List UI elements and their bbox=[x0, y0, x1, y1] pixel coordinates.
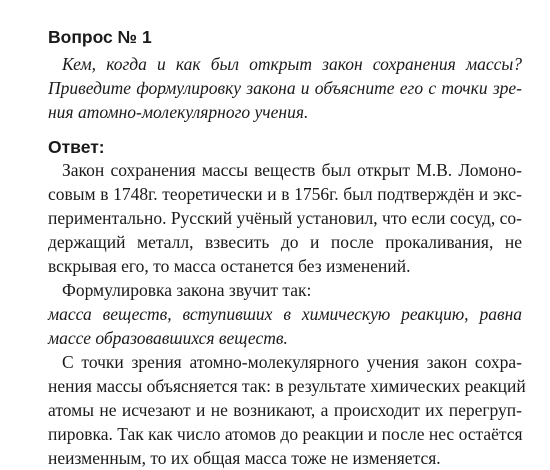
paragraph-line: пировка. Так как число атомов до реакции и после нес остаётся bbox=[48, 424, 523, 444]
question-line: Кем, когда и как был открыт закон сохранения массы? bbox=[62, 54, 522, 74]
paragraph-line: держащий металл, взвесить до и после прокаливания, не bbox=[48, 232, 522, 252]
answer-law-formulation bbox=[48, 302, 522, 350]
paragraph-line: вскрывая его, то масса останется без изменений. bbox=[48, 256, 411, 276]
document-page bbox=[48, 26, 526, 470]
paragraph-line: Закон сохранения массы веществ был открыт М.В. Ломоно- bbox=[62, 160, 522, 180]
paragraph-line: Формулировка закона звучит так: bbox=[62, 280, 312, 300]
paragraph-line: С точки зрения атомно-молекулярного учения закон сохра- bbox=[62, 352, 522, 372]
paragraph-line: атомы не исчезают и не возникают, а происходит их перегруп- bbox=[48, 400, 522, 420]
answer-paragraph-explanation bbox=[48, 350, 526, 470]
question-line: Приведите формулировку закона и объясните его с точки зре- bbox=[48, 78, 522, 98]
paragraph-line: массе образовавшихся веществ. bbox=[48, 328, 288, 348]
answer-paragraph-formulation-intro bbox=[48, 278, 522, 302]
question-text bbox=[48, 52, 522, 124]
answer-paragraph-discovery bbox=[48, 158, 522, 278]
paragraph-line: совым в 1748г. теоретически и в 1756г. был подтверждён и экс- bbox=[48, 184, 522, 204]
paragraph-line: нения массы объясняется так: в результате химических реакций bbox=[48, 376, 526, 396]
paragraph-line: периментально. Русский учёный установил, что если сосуд, со- bbox=[48, 208, 522, 228]
paragraph-line: неизменным, то их общая масса тоже не изменяется. bbox=[48, 448, 441, 468]
answer-heading: Ответ: bbox=[48, 137, 105, 157]
question-heading: Вопрос № 1 bbox=[48, 27, 152, 47]
paragraph-line: масса веществ, вступивших в химическую реакцию, равна bbox=[48, 304, 522, 324]
question-line: ния атомно-молекулярного учения. bbox=[48, 102, 309, 122]
